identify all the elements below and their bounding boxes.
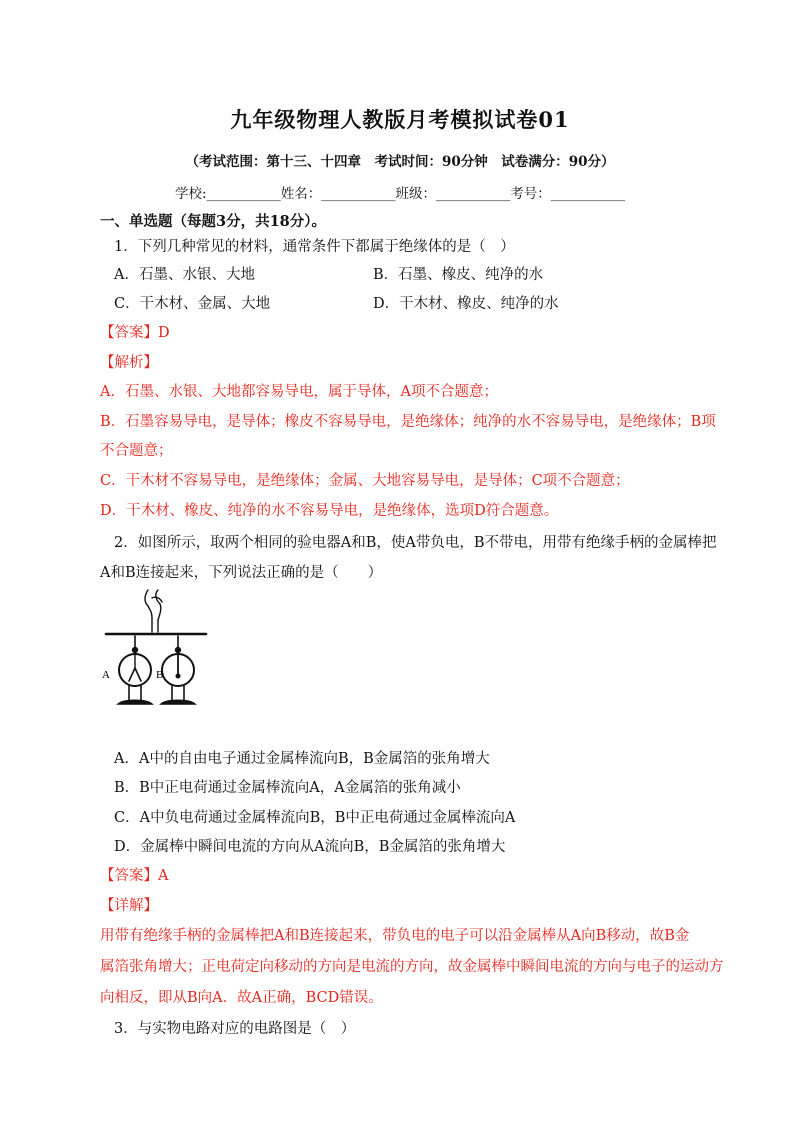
q2-stem: 2．如图所示，取两个相同的验电器A和B，使A带负电，B不带电，用带有绝缘手柄的金属棒把 xyxy=(114,535,717,551)
q2-detail-label: 【详解】 xyxy=(100,898,158,914)
handle-outline xyxy=(152,618,158,632)
section-heading: 一、单选题（每题3分，共18分）。 xyxy=(100,213,327,230)
electroscope-b-base xyxy=(161,700,195,704)
q1-stem: 1．下列几种常见的材料，通常条件下都属于绝缘体的是（ ） xyxy=(114,239,515,255)
q1-answer-value: D xyxy=(158,325,170,341)
q2-detail-line: 属箔张角增大；正电荷定向移动的方向是电流的方向，故金属棒中瞬间电流的方向与电子的运动方 xyxy=(100,959,724,975)
q2-answer-value: A xyxy=(158,868,169,884)
q1-answer-label: 【答案】 xyxy=(100,325,158,341)
q2-answer xyxy=(100,864,168,885)
q2-option-d: D．金属棒中瞬间电流的方向从A流向B，B金属箔的张角增大 xyxy=(114,839,506,855)
q1-option-b: B．石墨、橡皮、纯净的水 xyxy=(373,267,544,283)
student-info-line: 学校:___________姓名：___________班级：___________考号：___________ xyxy=(174,186,626,202)
q1-analysis-line: D．干木材、橡皮、纯净的水不容易导电，是绝缘体，选项D符合题意。 xyxy=(100,503,559,519)
q1-analysis-line: 不合题意； xyxy=(100,443,173,459)
hand-outline xyxy=(156,590,161,620)
q2-stem: A和B连接起来，下列说法正确的是（ ） xyxy=(100,565,383,581)
q2-detail-line: 用带有绝缘手柄的金属棒把A和B连接起来，带负电的电子可以沿金属棒从A向B移动，故B金 xyxy=(100,928,690,944)
electroscope-a-base xyxy=(118,700,152,704)
q2-option-b: B．B中正电荷通过金属棒流向A，A金属箔的张角减小 xyxy=(114,780,461,796)
q2-detail-line: 向相反，即从B向A．故A正确，BCD错误。 xyxy=(100,990,383,1006)
q2-option-a: A．A中的自由电子通过金属棒流向B，B金属箔的张角增大 xyxy=(114,751,490,767)
q1-analysis-label: 【解析】 xyxy=(100,355,158,371)
q2-option-c: C．A中负电荷通过金属棒流向B，B中正电荷通过金属棒流向A xyxy=(114,810,516,826)
exam-subtitle: （考试范围：第十三、十四章 考试时间：90分钟 试卷满分：90分） xyxy=(185,154,615,170)
q2-answer-label: 【答案】 xyxy=(100,868,158,884)
exam-title: 九年级物理人教版月考模拟试卷01 xyxy=(230,107,570,132)
figure-label-a: A xyxy=(102,669,110,681)
electroscope-figure xyxy=(100,588,212,716)
q1-analysis-line: A．石墨、水银、大地都容易导电，属于导体，A项不合题意； xyxy=(100,384,498,400)
electroscope-b-leaves xyxy=(176,674,180,678)
q1-answer xyxy=(100,321,170,342)
q1-option-d: D．干木材、橡皮、纯净的水 xyxy=(373,296,559,312)
electroscope-a-base xyxy=(129,686,141,700)
figure-label-b: B xyxy=(156,669,164,681)
q1-analysis-line: B．石墨容易导电，是导体；橡皮不容易导电，是绝缘体；纯净的水不容易导电，是绝缘体；B项 xyxy=(100,414,716,430)
q1-option-a: A．石墨、水银、大地 xyxy=(114,267,255,283)
q1-option-c: C．干木材、金属、大地 xyxy=(114,296,271,312)
q3-stem: 3．与实物电路对应的电路图是（ ） xyxy=(114,1021,356,1037)
q1-analysis-line: C．干木材不容易导电，是绝缘体；金属、大地容易导电，是导体；C项不合题意； xyxy=(100,473,630,489)
hand-outline xyxy=(145,590,152,618)
electroscope-b-base xyxy=(172,686,184,700)
